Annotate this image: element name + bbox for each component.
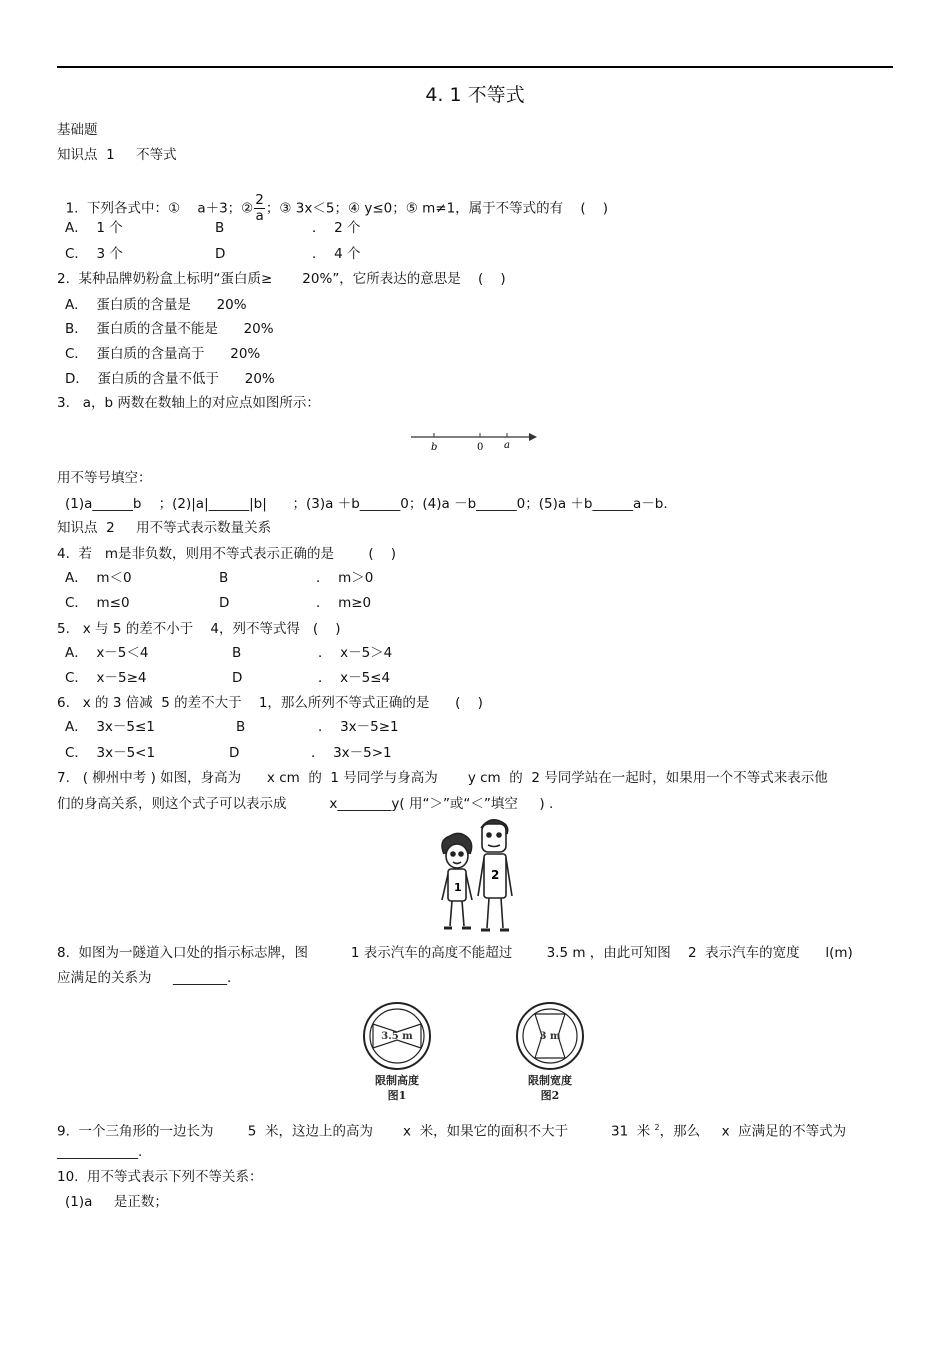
knowledge-point-1: 知识点 1 不等式 bbox=[57, 147, 177, 163]
shirt-2-number: 2 bbox=[491, 868, 500, 882]
q5-option-b: ． x－5＞4 bbox=[318, 645, 393, 661]
sign-1-figure-label: 图1 bbox=[387, 1089, 407, 1102]
question-2: 2. 某种品牌奶粉盒上标明“蛋白质≥ 20%”，它所表达的意思是 ( ) bbox=[57, 271, 506, 287]
q6-option-c: C． 3x－5<1 bbox=[65, 745, 156, 761]
q1-pre: 1. 下列各式中：① a＋3；② bbox=[65, 200, 254, 217]
students-figure bbox=[430, 814, 520, 936]
question-7-line-1: 7. ( 柳州中考 ) 如图，身高为 x cm 的 1 号同学与身高为 y cm 的 2 号同学站在一起时，如果用一个不等式来表示他 bbox=[57, 770, 828, 786]
height-limit-sign bbox=[364, 1003, 430, 1069]
question-3: 3. a，b 两数在数轴上的对应点如图所示： bbox=[57, 395, 320, 411]
q6-option-b: ． 3x－5≥1 bbox=[318, 719, 399, 735]
q1-option-d-letter: D bbox=[215, 246, 226, 262]
q4-option-a: A． m＜0 bbox=[65, 570, 132, 586]
top-rule bbox=[57, 66, 893, 68]
q2-option-b: B． 蛋白质的含量不能是 20% bbox=[65, 321, 274, 337]
q5-option-d: ． x－5≤4 bbox=[318, 670, 391, 686]
question-4: 4. 若 m是非负数，则用不等式表示正确的是 ( ) bbox=[57, 546, 397, 562]
shirt-1-number: 1 bbox=[454, 881, 462, 894]
arrow-head-icon bbox=[529, 433, 537, 441]
label-0: 0 bbox=[477, 442, 484, 453]
knowledge-point-2: 知识点 2 用不等式表示数量关系 bbox=[57, 520, 272, 536]
q6-option-b-letter: B bbox=[236, 719, 246, 735]
sign-2-caption: 限制宽度 bbox=[528, 1074, 572, 1087]
q5-option-c: C． x－5≥4 bbox=[65, 670, 147, 686]
q1-option-b: ． 2 个 bbox=[312, 220, 361, 236]
label-b: b bbox=[431, 442, 438, 453]
q2-option-c: C． 蛋白质的含量高于 20% bbox=[65, 346, 261, 362]
q6-option-d-letter: D bbox=[229, 745, 240, 761]
number-line-figure bbox=[405, 425, 540, 455]
width-limit-value: 3 m bbox=[539, 1031, 561, 1042]
q3-fill-prompt: 用不等号填空： bbox=[57, 470, 152, 486]
sign-1-caption: 限制高度 bbox=[375, 1074, 419, 1087]
section-heading: 基础题 bbox=[57, 122, 98, 138]
q1-option-a: A． 1 个 bbox=[65, 220, 123, 236]
question-9-line-2: ____________. bbox=[57, 1144, 143, 1160]
question-7-line-2: 们的身高关系，则这个式子可以表示成 x________y( 用“＞”或“＜”填空 ) . bbox=[57, 796, 554, 812]
question-10: 10. 用不等式表示下列不等关系： bbox=[57, 1169, 263, 1185]
q4-option-c: C． m≤0 bbox=[65, 595, 130, 611]
q3-blanks: (1)a______b ；(2)|a|______|b| ；(3)a ＋b______0；(4)a －b______0；(5)a ＋b______a－b. bbox=[65, 496, 668, 512]
width-limit-sign bbox=[517, 1003, 583, 1069]
q1-option-d: ． 4 个 bbox=[312, 246, 361, 262]
q5-option-a: A． x－5＜4 bbox=[65, 645, 149, 661]
q4-option-d: ． m≥0 bbox=[316, 595, 372, 611]
label-a: a bbox=[504, 440, 510, 451]
q4-option-b-letter: B bbox=[219, 570, 229, 586]
fraction: $\frac{2}{a}$ bbox=[255, 192, 264, 224]
q6-option-a: A． 3x－5≤1 bbox=[65, 719, 155, 735]
page-title: 4. 1 不等式 bbox=[425, 84, 525, 106]
superscript: 2 bbox=[654, 1123, 660, 1132]
sign-2-figure-label: 图2 bbox=[540, 1089, 560, 1102]
q5-option-d-letter: D bbox=[232, 670, 243, 686]
q4-option-b: ． m＞0 bbox=[316, 570, 374, 586]
q6-option-d: ． 3x－5>1 bbox=[311, 745, 392, 761]
question-1 bbox=[57, 175, 608, 224]
q4-option-d-letter: D bbox=[219, 595, 230, 611]
height-limit-value: 3.5 m bbox=[381, 1031, 413, 1042]
tunnel-signs-figure bbox=[355, 1002, 595, 1106]
question-5: 5. x 与 5 的差不小于 4，列不等式得 ( ) bbox=[57, 621, 341, 637]
q1-option-c: C． 3 个 bbox=[65, 246, 123, 262]
q2-option-a: A． 蛋白质的含量是 20% bbox=[65, 297, 247, 313]
q5-option-b-letter: B bbox=[232, 645, 242, 661]
q10-item-1: (1)a 是正数； bbox=[65, 1194, 168, 1210]
question-8-line-1: 8. 如图为一隧道入口处的指示标志牌，图 1 表示汽车的高度不能超过 3.5 m ，由此可知图 2 表示汽车的宽度 l(m) bbox=[57, 945, 853, 961]
question-6: 6. x 的 3 倍减 5 的差不大于 1，那么所列不等式正确的是 ( ) bbox=[57, 695, 483, 711]
q1-post: ；③ 3x＜5；④ y≤0；⑤ m≠1，属于不等式的有 ( ) bbox=[265, 200, 609, 217]
question-9-line-1: 9. 一个三角形的一边长为 5 米，这边上的高为 x 米，如果它的面积不大于 31 米 $^2$，那么 x 应满足的不等式为 bbox=[57, 1123, 847, 1140]
question-8-line-2: 应满足的关系为 ________. bbox=[57, 970, 232, 986]
q1-option-b-letter: B bbox=[215, 220, 225, 236]
q2-option-d: D． 蛋白质的含量不低于 20% bbox=[65, 371, 275, 387]
